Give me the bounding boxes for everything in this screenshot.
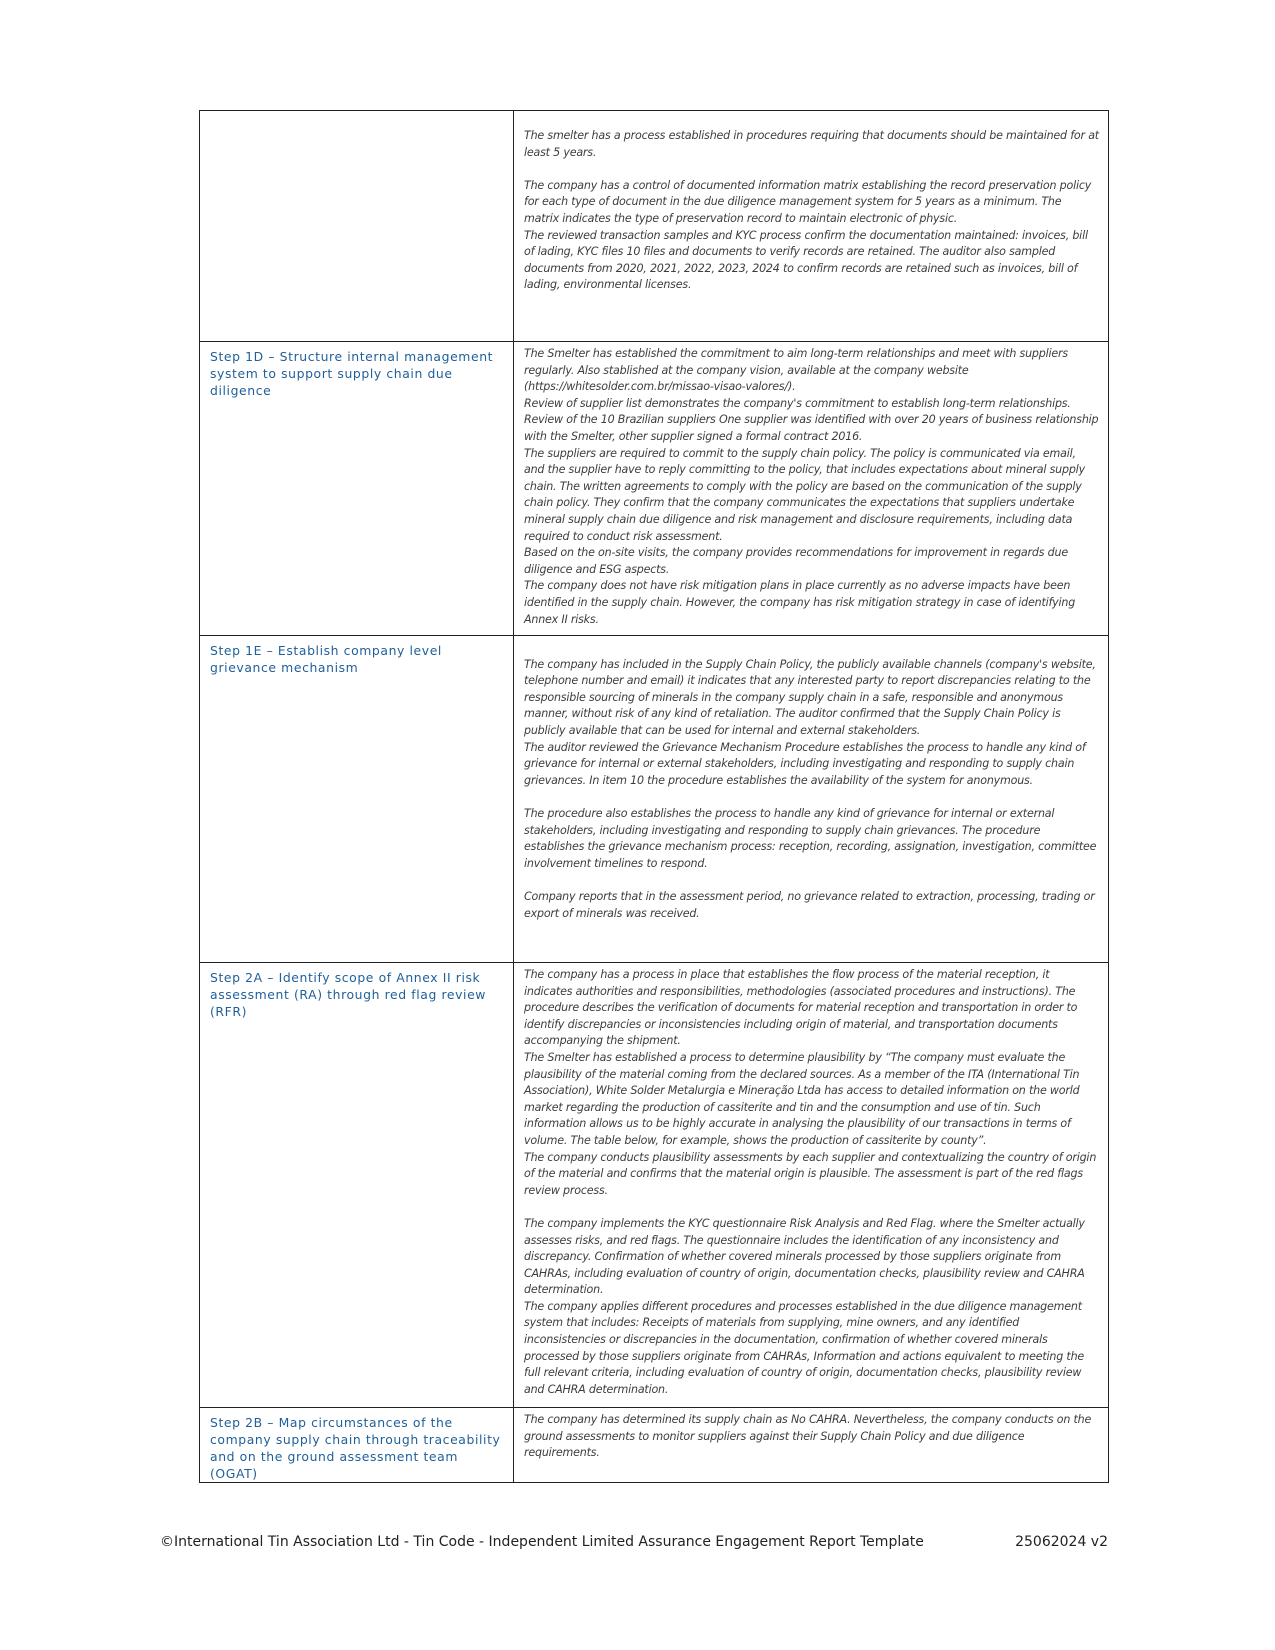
finding-paragraph: The Smelter has established the commitment to aim long-term relationships and meet with suppliers regularly. Also stablished at the company vision, available at the company website (https://whitesolder.com.br/missao-visao-valores/). bbox=[524, 347, 1068, 394]
finding-cell bbox=[514, 1408, 1109, 1483]
paragraph-gap bbox=[524, 640, 1099, 657]
table-row bbox=[200, 636, 1109, 963]
paragraph-gap bbox=[524, 789, 1099, 806]
paragraph-gap bbox=[524, 872, 1099, 889]
finding-paragraph: The company has a control of documented information matrix establishing the record preservation policy for each type of document in the due diligence management system for 5 years as a minimum. The matrix indicates the type of preservation record to maintain electronic of physic. bbox=[524, 178, 1092, 225]
finding-paragraph: Review of supplier list demonstrates the company's commitment to establish long-term relationships. Review of the 10 Brazilian suppliers One supplier was identified with over 20 years of business relationship with the Smelter, other supplier signed a formal contract 2016. bbox=[524, 396, 1099, 443]
finding-paragraph: The company has determined its supply chain as No CAHRA. Nevertheless, the company conducts on the ground assessments to monitor suppliers against their Supply Chain Policy and due diligence requirements. bbox=[524, 1413, 1092, 1460]
step-label: Step 2A – Identify scope of Annex II risk assessment (RA) through red flag review (RFR) bbox=[210, 970, 487, 1019]
table-row bbox=[200, 111, 1109, 342]
step-cell bbox=[200, 963, 514, 1408]
step-label: Step 1D – Structure internal management system to support supply chain due diligence bbox=[210, 349, 494, 398]
footer-version: 25062024 v2 bbox=[1015, 1534, 1108, 1550]
finding-paragraph: The procedure also establishes the process to handle any kind of grievance for internal or external stakeholders, including investigating and responding to supply chain grievances. The procedure establishes the grievance mechanism process: reception, recording, assignation, investigation, committee involvement timelines to respond. bbox=[524, 806, 1097, 870]
finding-paragraph: The smelter has a process established in procedures requiring that documents should be maintained for at least 5 years. bbox=[524, 129, 1099, 159]
finding-cell bbox=[514, 342, 1109, 636]
finding-paragraph: The company does not have risk mitigation plans in place currently as no adverse impacts have been identified in the supply chain. However, the company has risk mitigation strategy in case of identifying Annex II risks. bbox=[524, 579, 1076, 626]
finding-paragraph: The reviewed transaction samples and KYC process confirm the documentation maintained: invoices, bill of lading, KYC files 10 files and documents to verify records are retained. The auditor also sampled documents from 2020, 2021, 2022, 2023, 2024 to confirm records are retained such as invoices, bill of lading, environmental licenses. bbox=[524, 228, 1088, 292]
finding-cell bbox=[514, 963, 1109, 1408]
paragraph-gap bbox=[524, 161, 1099, 178]
finding-paragraph: The company has a process in place that establishes the flow process of the material reception, it indicates authorities and responsibilities, methodologies (associated procedures and instructions). The procedure describes the verification of documents for material reception and transportation in order to identify discrepancies or inconsistencies including origin of material, and transportation documents accompanying the shipment. bbox=[524, 968, 1078, 1048]
finding-paragraph: The company applies different procedures and processes established in the due diligence management system that includes: Receipts of materials from supplying, mine owners, and any identified inconsistencies or discrepancies in the documentation, confirmation of whether covered minerals processed by those suppliers originate from CAHRAs, Information and actions equivalent to meeting the full relevant criteria, including evaluation of country of origin, documentation checks, plausibility review and CAHRA determination. bbox=[524, 1299, 1085, 1396]
step-label: Step 2B – Map circumstances of the company supply chain through traceability and on the ground assessment team (OGAT) bbox=[210, 1415, 501, 1481]
finding-paragraph: The Smelter has established a process to determine plausibility by “The company must evaluate the plausibility of the material coming from the declared sources. As a member of the ITA (International Tin Association), White Solder Metalurgia e Mineração Ltda has access to detailed information on the world market regarding the production of cassiterite and tin and the consumption and use of tin. Such information allows us to be highly accurate in analysing the plausibility of our transactions in terms of volume. The table below, for example, shows the production of cassiterite by county”. bbox=[524, 1050, 1080, 1147]
finding-paragraph: The company conducts plausibility assessments by each supplier and contextualizing the country of origin of the material and confirms that the material origin is plausible. The assessment is part of the red flags review process. bbox=[524, 1150, 1097, 1197]
finding-paragraph: The company has included in the Supply Chain Policy, the publicly available channels (company's website, telephone number and email) it indicates that any interested party to report discrepancies relating to the responsible sourcing of minerals in the company supply chain in a safe, responsible and anonymous manner, without risk of any kind of retaliation. The auditor confirmed that the Supply Chain Policy is publicly available that can be used for internal and external stakeholders. bbox=[524, 657, 1096, 737]
step-cell bbox=[200, 111, 514, 342]
paragraph-gap bbox=[524, 1199, 1099, 1216]
assessment-table bbox=[199, 110, 1109, 1483]
footer-copyright: ©International Tin Association Ltd - Tin Code - Independent Limited Assurance Engagement Report Template bbox=[160, 1534, 924, 1550]
finding-cell bbox=[514, 636, 1109, 963]
table-row bbox=[200, 1408, 1109, 1483]
finding-paragraph: Company reports that in the assessment period, no grievance related to extraction, processing, trading or export of minerals was received. bbox=[524, 889, 1095, 920]
step-cell bbox=[200, 1408, 514, 1483]
finding-paragraph: The suppliers are required to commit to the supply chain policy. The policy is communicated via email, and the supplier have to reply committing to the policy, that includes expectations about mineral supply chain. The written agreements to comply with the policy are based on the communication of the supply chain policy. They confirm that the company communicates the expectations that suppliers undertake mineral supply chain due diligence and risk management and disclosure requirements, including data required to conduct risk assessment. bbox=[524, 446, 1085, 543]
finding-cell bbox=[514, 111, 1109, 342]
step-cell bbox=[200, 342, 514, 636]
step-cell bbox=[200, 636, 514, 963]
table-row bbox=[200, 963, 1109, 1408]
finding-paragraph: Based on the on-site visits, the company provides recommendations for improvement in regards due diligence and ESG aspects. bbox=[524, 546, 1068, 576]
step-label: Step 1E – Establish company level grievance mechanism bbox=[210, 643, 442, 675]
finding-paragraph: The company implements the KYC questionnaire Risk Analysis and Red Flag. where the Smelter actually assesses risks, and red flags. The questionnaire includes the identification of any inconsistency and discrepancy. Confirmation of whether covered minerals processed by those suppliers originate from CAHRAs, including evaluation of country of origin, documentation checks, plausibility review and CAHRA determination. bbox=[524, 1216, 1085, 1297]
finding-paragraph: The auditor reviewed the Grievance Mechanism Procedure establishes the process to handle any kind of grievance for internal or external stakeholders, including investigating and responding to supply chain grievances. In item 10 the procedure establishes the availability of the system for anonymous. bbox=[524, 740, 1086, 787]
table-row bbox=[200, 342, 1109, 636]
